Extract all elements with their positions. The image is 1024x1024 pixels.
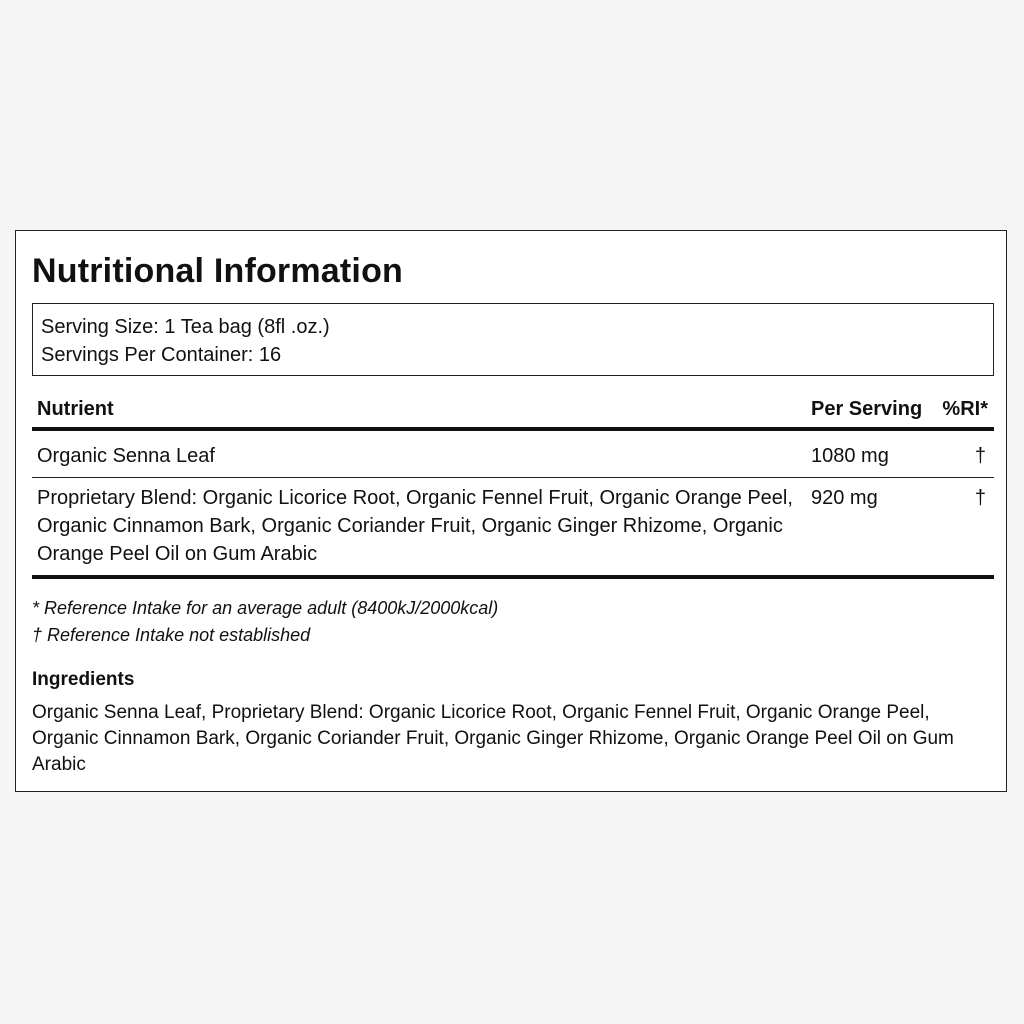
table-header-row <box>32 391 994 431</box>
column-header-ri: %RI* <box>942 398 988 420</box>
ingredients-heading: Ingredients <box>32 669 135 690</box>
footnote-not-established: † Reference Intake not established <box>32 625 311 645</box>
page-title: Nutritional Information <box>32 252 404 290</box>
table-row <box>32 431 994 478</box>
ri-value: † <box>974 445 986 467</box>
nutrient-table <box>32 391 994 579</box>
serving-info-box <box>32 303 994 376</box>
ri-value: † <box>974 487 986 509</box>
nutrient-name: Proprietary Blend: Organic Licorice Root, Organic Fennel Fruit, Organic Orange Peel, Organic Cinnamon Bark, Organic Coriander Fruit, Organic Ginger Rhizome, Organic Orange Peel Oil on Gum Arabic <box>37 487 793 565</box>
serving-size: Serving Size: 1 Tea bag (8fl .oz.) <box>41 316 330 338</box>
footnote-reference-intake: * Reference Intake for an average adult (8400kJ/2000kcal) <box>32 598 499 618</box>
servings-per-container: Servings Per Container: 16 <box>41 344 282 366</box>
per-serving-value: 1080 mg <box>811 445 889 467</box>
column-header-nutrient: Nutrient <box>37 398 114 420</box>
per-serving-value: 920 mg <box>811 487 878 509</box>
nutrient-name: Organic Senna Leaf <box>37 445 215 467</box>
footnotes <box>32 595 498 649</box>
nutrition-panel <box>15 230 1007 792</box>
column-header-per-serving: Per Serving <box>811 398 923 420</box>
ingredients-text: Organic Senna Leaf, Proprietary Blend: Organic Licorice Root, Organic Fennel Fruit, Organic Orange Peel, Organic Cinnamon Bark, Organic Coriander Fruit, Organic Ginger Rhizome, Organic Orange Peel Oil on Gum Arabic <box>32 702 954 775</box>
table-row <box>32 478 994 579</box>
